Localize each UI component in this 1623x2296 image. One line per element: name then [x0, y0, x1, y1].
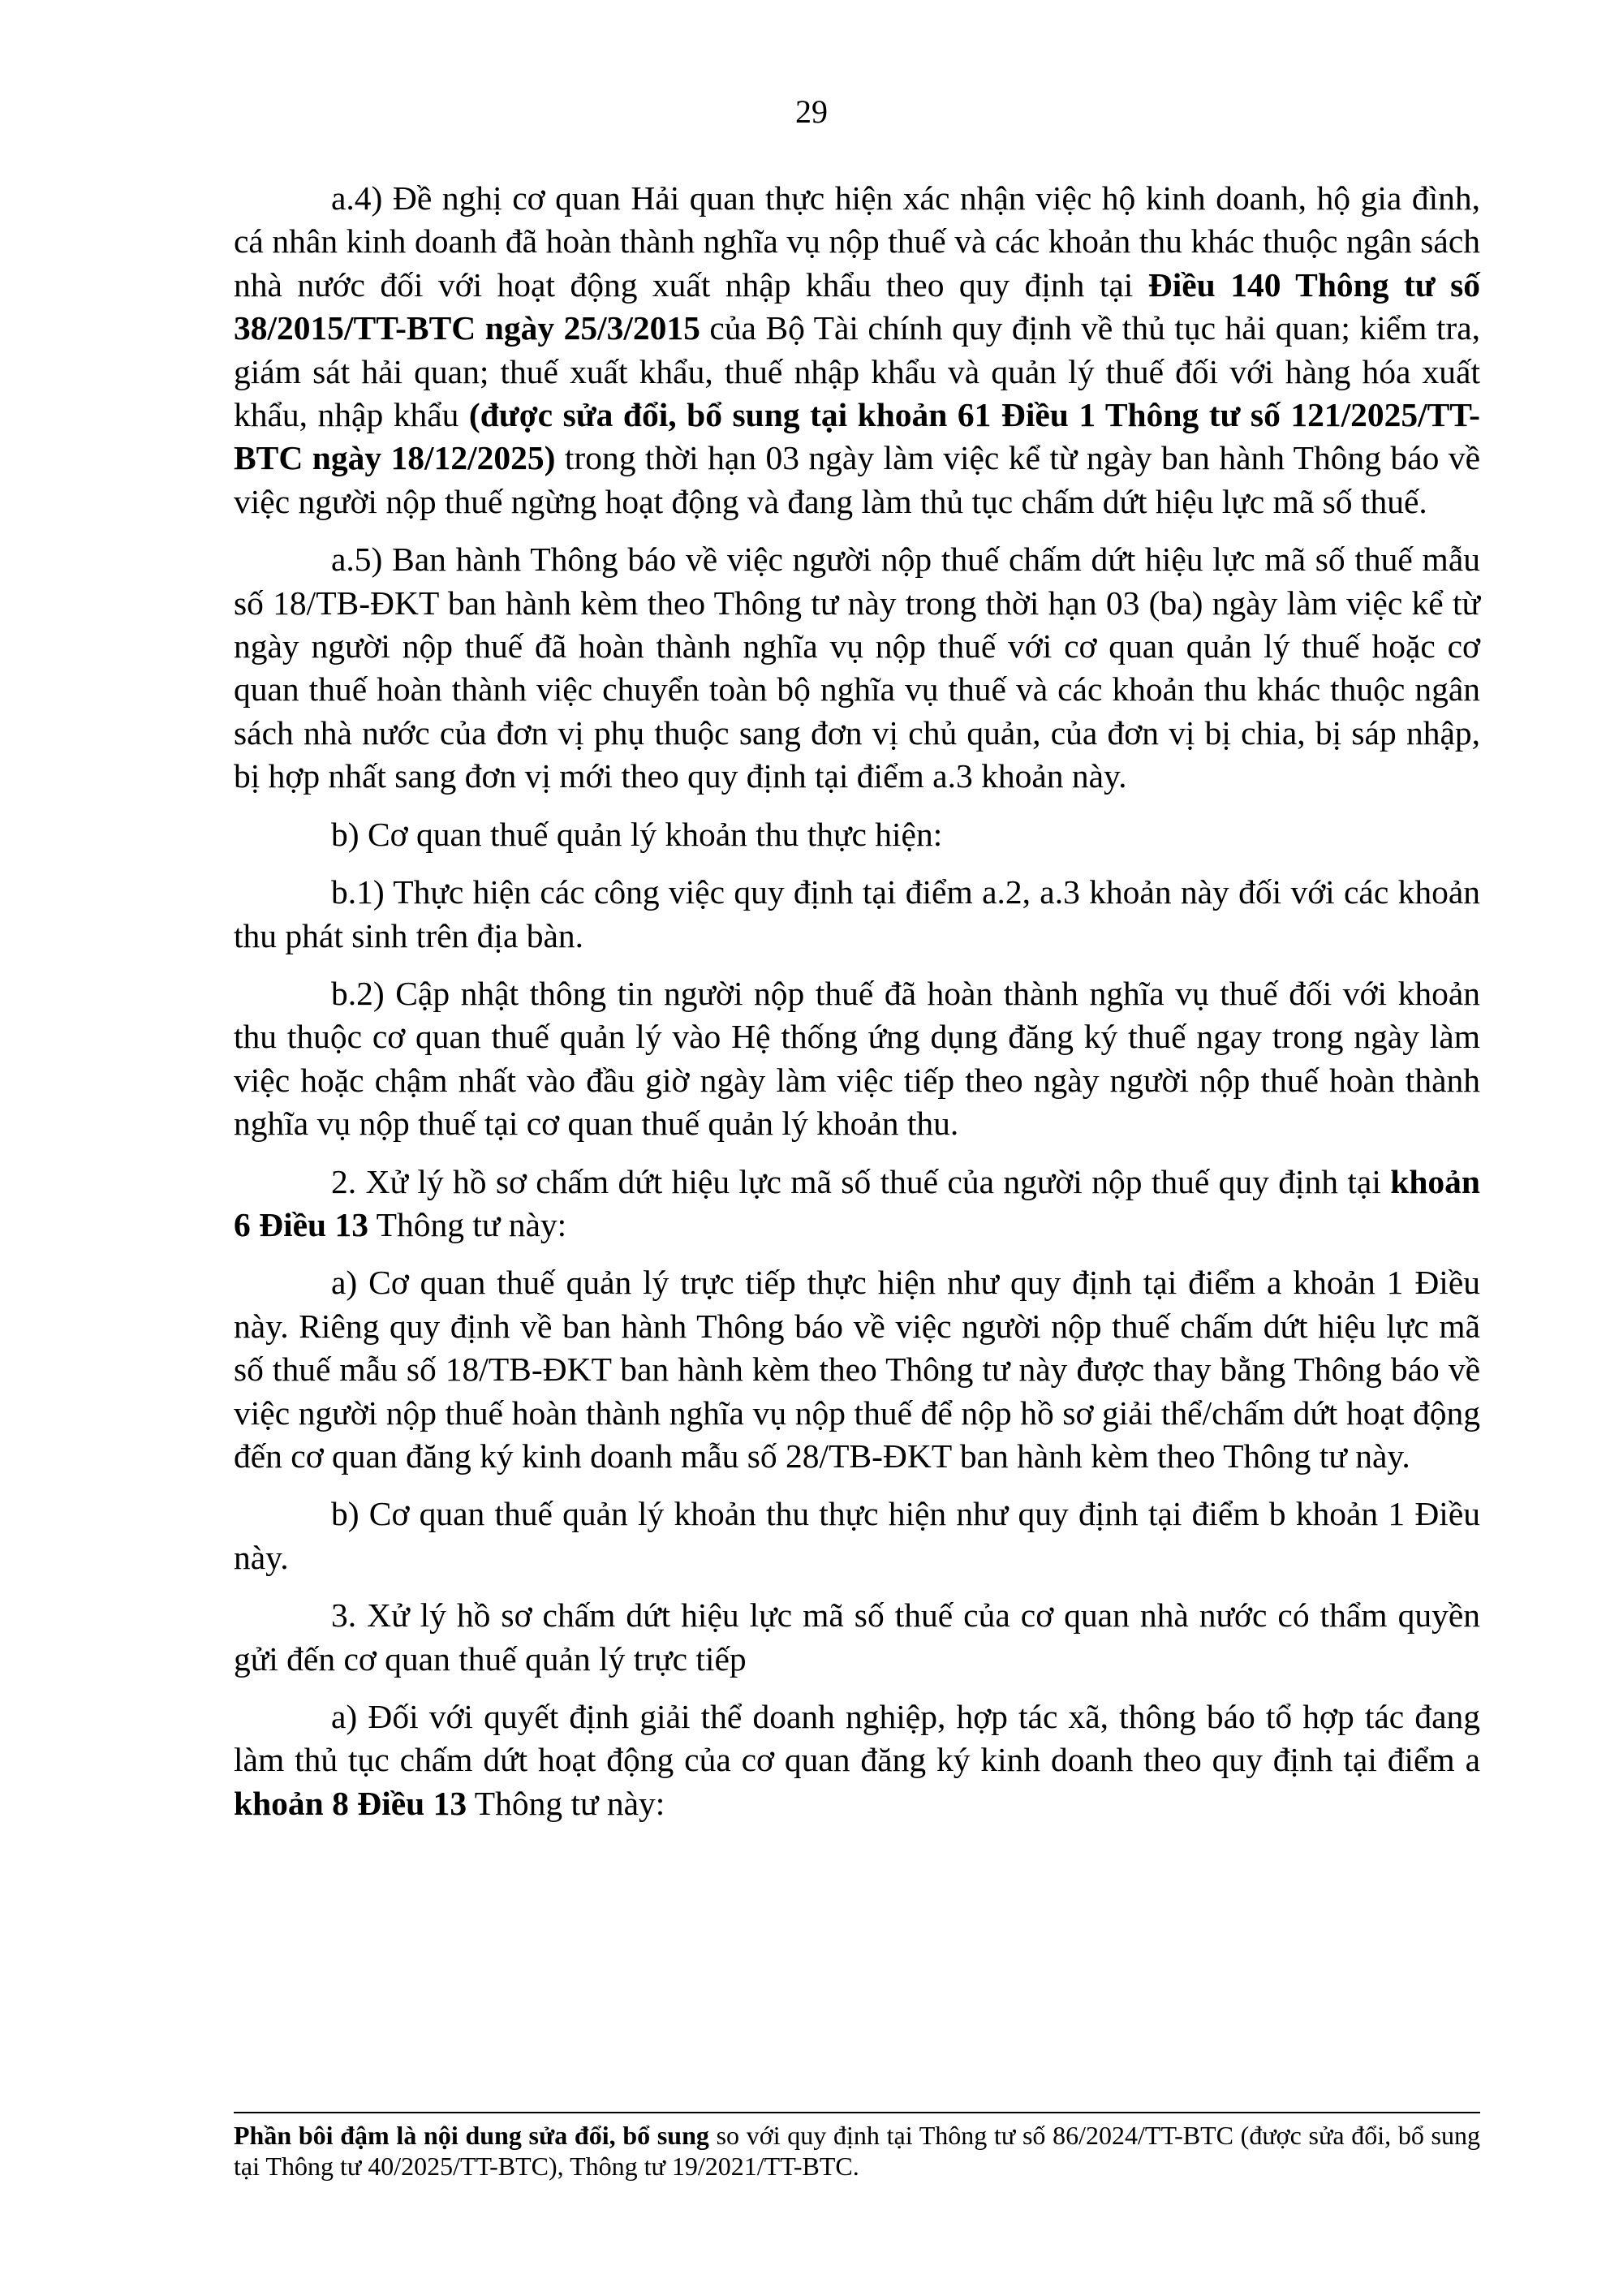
paragraph-section-3a: a) Đối với quyết định giải thể doanh nghiệp, hợp tác xã, thông báo tổ hợp tác đang làm thủ tục chấm dứt hoạt động của cơ quan đăng ký kinh doanh theo quy định tại điểm a khoản 8 Điều 13 Thông tư này:: [234, 1698, 1480, 1822]
paragraph-b: b) Cơ quan thuế quản lý khoản thu thực hiện:: [331, 815, 943, 853]
paragraph-section-2b: b) Cơ quan thuế quản lý khoản thu thực hiện như quy định tại điểm b khoản 1 Điều này.: [234, 1495, 1480, 1576]
paragraph-section-2: 2. Xử lý hồ sơ chấm dứt hiệu lực mã số thuế của người nộp thuế quy định tại khoản 6 Điều 13 Thông tư này:: [234, 1162, 1480, 1243]
bold-amendment: khoản 8 Điều 13: [234, 1784, 467, 1822]
page-number: 29: [795, 93, 828, 130]
footnote-text: Phần bôi đậm là nội dung sửa đổi, bổ sung so với quy định tại Thông tư số 86/2024/TT-BTC (được sửa đổi, bổ sung tại Thông tư 40/2025/TT-BTC), Thông tư 19/2021/TT-BTC.: [234, 2121, 1481, 2181]
bold-amendment: khoản 6 Điều 13: [234, 1162, 1480, 1243]
paragraph-b2: b.2) Cập nhật thông tin người nộp thuế đã hoàn thành nghĩa vụ thuế đối với khoản thu thuộc cơ quan thuế quản lý vào Hệ thống ứng dụng đăng ký thuế ngay trong ngày làm việc hoặc chậm nhất vào đầu giờ ngày làm việc tiếp theo ngày người nộp thuế hoàn thành nghĩa vụ nộp thuế tại cơ quan thuế quản lý khoản thu.: [234, 974, 1480, 1143]
paragraph-b1: b.1) Thực hiện các công việc quy định tại điểm a.2, a.3 khoản này đối với các khoản thu phát sinh trên địa bàn.: [234, 873, 1480, 954]
bold-amendment: Điều 140 Thông tư số 38/2015/TT-BTC ngày 25/3/2015: [234, 265, 1481, 347]
footnote-divider: [234, 2112, 1480, 2113]
paragraph-a5: a.5) Ban hành Thông báo về việc người nộp thuế chấm dứt hiệu lực mã số thuế mẫu số 18/TB-ĐKT ban hành kèm theo Thông tư này trong thời hạn 03 (ba) ngày làm việc kể từ ngày người nộp thuế đã hoàn thành nghĩa vụ nộp thuế với cơ quan quản lý thuế hoặc cơ quan thuế hoàn thành việc chuyển toàn bộ nghĩa vụ thuế và các khoản thu khác thuộc ngân sách nhà nước của đơn vị phụ thuộc sang đơn vị chủ quản, của đơn vị bị chia, bị sáp nhập, bị hợp nhất sang đơn vị mới theo quy định tại điểm a.3 khoản này.: [234, 541, 1480, 795]
paragraph-section-2a: a) Cơ quan thuế quản lý trực tiếp thực hiện như quy định tại điểm a khoản 1 Điều này. Riêng quy định về ban hành Thông báo về việc người nộp thuế chấm dứt hiệu lực mã số thuế mẫu số 18/TB-ĐKT ban hành kèm theo Thông tư này được thay bằng Thông báo về việc người nộp thuế hoàn thành nghĩa vụ nộp thuế để nộp hồ sơ giải thể/chấm dứt hoạt động đến cơ quan đăng ký kinh doanh mẫu số 28/TB-ĐKT ban hành kèm theo Thông tư này.: [234, 1264, 1480, 1475]
bold-amendment: (được sửa đổi, bổ sung tại khoản 61 Điều 1 Thông tư số 121/2025/TT-BTC ngày 18/12/2025): [234, 396, 1480, 477]
paragraph-section-3: 3. Xử lý hồ sơ chấm dứt hiệu lực mã số thuế của cơ quan nhà nước có thẩm quyền gửi đến cơ quan thuế quản lý trực tiếp: [234, 1596, 1480, 1678]
body-text: [234, 177, 1480, 1840]
paragraph-a4: a.4) Đề nghị cơ quan Hải quan thực hiện xác nhận việc hộ kinh doanh, hộ gia đình, cá nhân kinh doanh đã hoàn thành nghĩa vụ nộp thuế và các khoản thu khác thuộc ngân sách nhà nước đối với hoạt động xuất nhập khẩu theo quy định tại Điều 140 Thông tư số 38/2015/TT-BTC ngày 25/3/2015 của Bộ Tài chính quy định về thủ tục hải quan; kiểm tra, giám sát hải quan; thuế xuất khẩu, thuế nhập khẩu và quản lý thuế đối với hàng hóa xuất khẩu, nhập khẩu (được sửa đổi, bổ sung tại khoản 61 Điều 1 Thông tư số 121/2025/TT-BTC ngày 18/12/2025) trong thời hạn 03 ngày làm việc kể từ ngày ban hành Thông báo về việc người nộp thuế ngừng hoạt động và đang làm thủ tục chấm dứt hiệu lực mã số thuế.: [234, 179, 1481, 520]
footnote: [234, 2120, 1480, 2182]
